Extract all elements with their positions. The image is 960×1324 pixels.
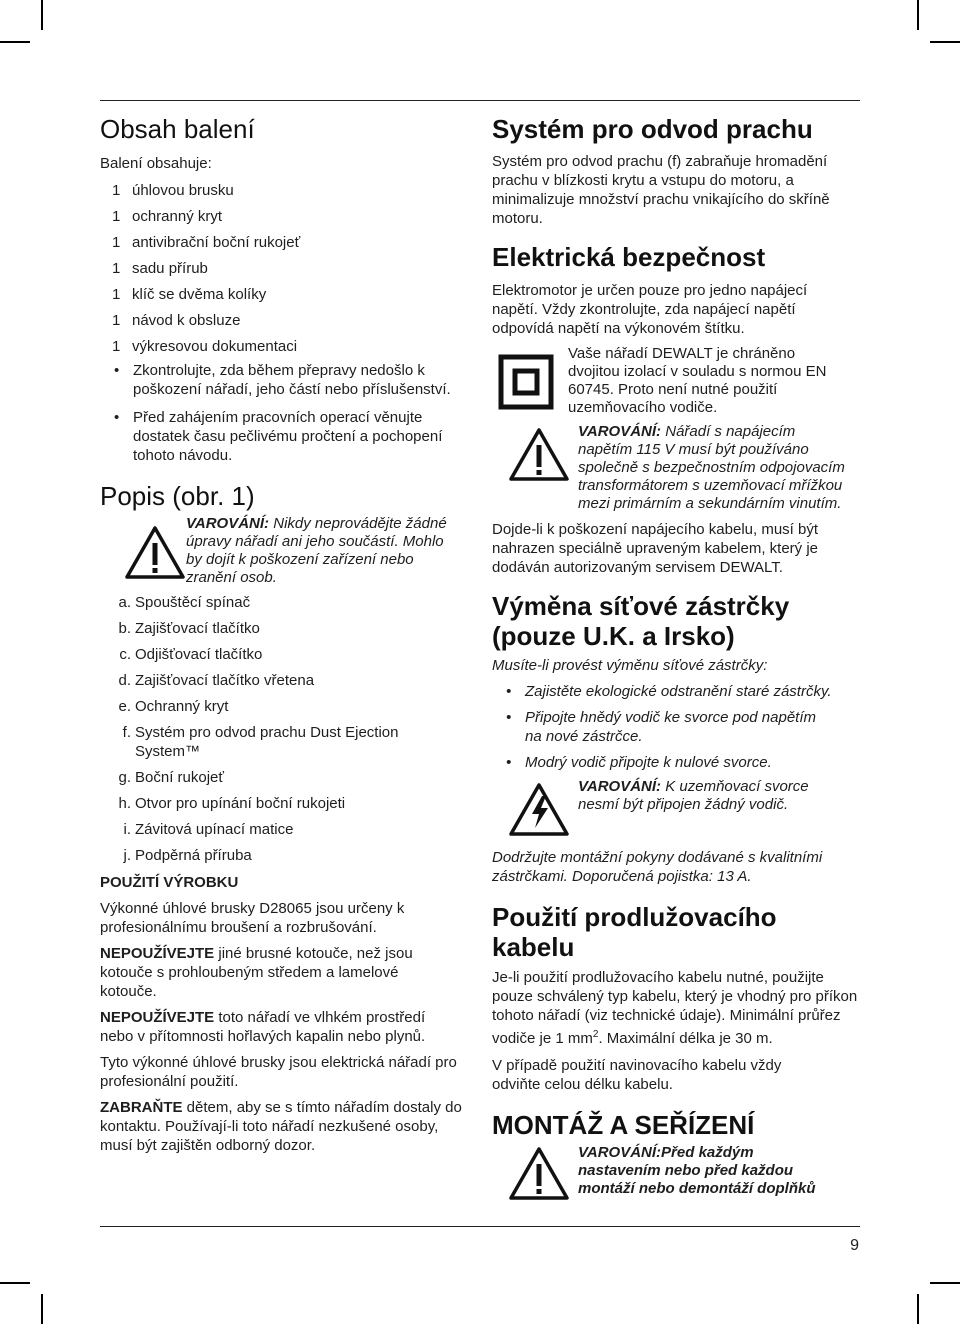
list-item: 1 sadu přírub [112,260,208,277]
list-item: h. Otvor pro upínání boční rukojeti [118,795,346,812]
crop-mark [41,0,43,30]
crop-mark [0,41,30,43]
parts-list [100,593,472,872]
plug-title: Výměna síťové zástrčky (pouze U.K. a Irsko) [492,591,790,651]
electrical-warning [492,423,864,513]
plug-bullets [492,682,864,772]
warning-triangle-icon [508,1146,570,1202]
crop-mark [917,0,919,30]
list-item: 1 výkresovou dokumentaci [112,338,298,355]
extension-p1: Je-li použití prodlužovacího kabelu nutné, použijte pouze schválený typ kabelu, který je vhodný pro příkon tohoto nářadí (viz technické údaje). Minimální průřez vodiče je 1 $mm^2$. Maximální délka je 30 m. [492,969,858,1047]
extension-title: Použití prodlužovacího kabelu [492,902,777,962]
description-title: Popis (obr. 1) [100,481,255,511]
warning-text: K uzemňovací svorce nesmí být připojen žádný vodič. [578,778,809,813]
intended-use-p3: NEPOUŽÍVEJTE toto nářadí ve vlhkém prostředí nebo v přítomnosti hořlavých kapalin nebo plynů. [100,1009,426,1045]
contents-title: Obsah balení [100,114,255,144]
list-item: j. Podpěrná příruba [123,847,252,864]
intended-use-p4: Tyto výkonné úhlové brusky jsou elektrická nářadí pro profesionální použití. [100,1054,457,1090]
warning-text: Nikdy neprovádějte žádné úpravy nářadí ani jeho součástí. Mohlo by dojít k poškození zařízení nebo zranění osob. [186,515,447,586]
dust-text: Systém pro odvod prachu (f) zabraňuje hromadění prachu v blízkosti krytu a vstupu do motoru, a minimalizuje množství prachu vnikajícího do skříně motoru. [492,153,830,227]
warning-text: VAROVÁNÍ:Před každým nastavením nebo před každou montáží nebo demontáží doplňků [578,1144,816,1197]
left-column [100,108,472,1155]
bullet-item: • Před zahájením pracovních operací věnujte dostatek času pečlivému pročtení a pochopení tohoto návodu. [114,409,443,464]
double-insulation-icon [498,354,554,410]
right-column [492,108,864,1202]
list-item: 1 návod k obsluze [112,312,241,329]
list-item: b. Zajišťovací tlačítko [118,620,260,637]
bullet-item: • Připojte hnědý vodič ke svorce pod napětím na nové zástrčce. [506,709,816,745]
dust-title: Systém pro odvod prachu [492,114,813,144]
list-item: e. Ochranný kryt [118,698,229,715]
assembly-title: MONTÁŽ A SEŘÍZENÍ [492,1110,755,1140]
list-item: a. Spouštěcí spínač [118,594,251,611]
warning-triangle-icon [508,427,570,483]
warning-label: VAROVÁNÍ: [578,423,662,440]
warning-text: Nářadí s napájecím napětím 115 V musí být používáno společně s bezpečnostním odpojovacím transformátorem s uzemňovací mřížkou mezi primárním a sekundárním vinutím. [578,423,845,512]
warning-label: VAROVÁNÍ: [186,515,270,532]
list-item: 1 ochranný kryt [112,208,223,225]
list-item: i. Závitová upínací matice [123,821,294,838]
plug-warning [492,778,864,838]
list-item: 1 klíč se dvěma kolíky [112,286,267,303]
intended-use-p2: NEPOUŽÍVEJTE jiné brusné kotouče, než jsou kotouče s prohloubeným středem a lamelové kotouče. [100,945,413,1000]
crop-mark [930,1282,960,1284]
list-item: 1 antivibrační boční rukojeť [112,234,301,251]
electric-hazard-icon [508,782,570,838]
double-insulation-note [492,345,864,417]
list-item: f. Systém pro odvod prachu Dust Ejection System™ [122,724,399,760]
electrical-title: Elektrická bezpečnost [492,242,766,272]
header-rule [100,100,860,101]
list-item: g. Boční rukojeť [118,769,225,786]
plug-intro: Musíte-li provést výměnu síťové zástrčky: [492,657,768,674]
list-item: c. Odjišťovací tlačítko [119,646,263,663]
bullet-item: • Zkontrolujte, zda během přepravy nedošlo k poškození nářadí, jeho částí nebo příslušenství. [114,362,451,398]
footer-rule [100,1226,860,1227]
list-item: 1 úhlovou brusku [112,182,234,199]
cord-text: Dojde-li k poškození napájecího kabelu, musí být nahrazen speciálně upraveným kabelem, který je dodáván autorizovaným servisem DEWALT. [492,521,819,576]
crop-mark [41,1294,43,1324]
contents-list [100,181,472,363]
extension-p2: V případě použití navinovacího kabelu vždy odviňte celou délku kabelu. [492,1057,782,1093]
description-warning [100,515,472,587]
crop-mark [930,41,960,43]
page-number: 9 [850,1237,859,1254]
intended-use-p1: Výkonné úhlové brusky D28065 jsou určeny k profesionálnímu broušení a rozbrušování. [100,900,405,936]
assembly-warning [492,1144,864,1202]
contents-intro: Balení obsahuje: [100,155,212,172]
insulation-text: Vaše nářadí DEWALT je chráněno dvojitou izolací v souladu s normou EN 60745. Proto není nutné použití uzemňovacího vodiče. [568,345,827,416]
warning-triangle-icon [124,525,186,581]
intended-use-heading: POUŽITÍ VÝROBKU [100,874,239,891]
intended-use-p5: ZABRAŇTE dětem, aby se s tímto nářadím dostaly do kontaktu. Používají-li toto nářadí nezkušené osoby, musí být zajištěn odborný dozor. [100,1099,462,1154]
list-item: d. Zajišťovací tlačítko vřetena [118,672,315,689]
plug-footer: Dodržujte montážní pokyny dodávané s kvalitními zástrčkami. Doporučená pojistka: 13 A. [492,849,823,885]
crop-mark [917,1294,919,1324]
electrical-text: Elektromotor je určen pouze pro jedno napájecí napětí. Vždy zkontrolujte, zda napájecí napětí odpovídá napětí na výkonovém štítku. [492,282,808,337]
bullet-item: • Modrý vodič připojte k nulové svorce. [506,754,772,771]
bullet-item: • Zajistěte ekologické odstranění staré zástrčky. [506,683,832,700]
warning-label: VAROVÁNÍ: [578,778,662,795]
crop-mark [0,1282,30,1284]
